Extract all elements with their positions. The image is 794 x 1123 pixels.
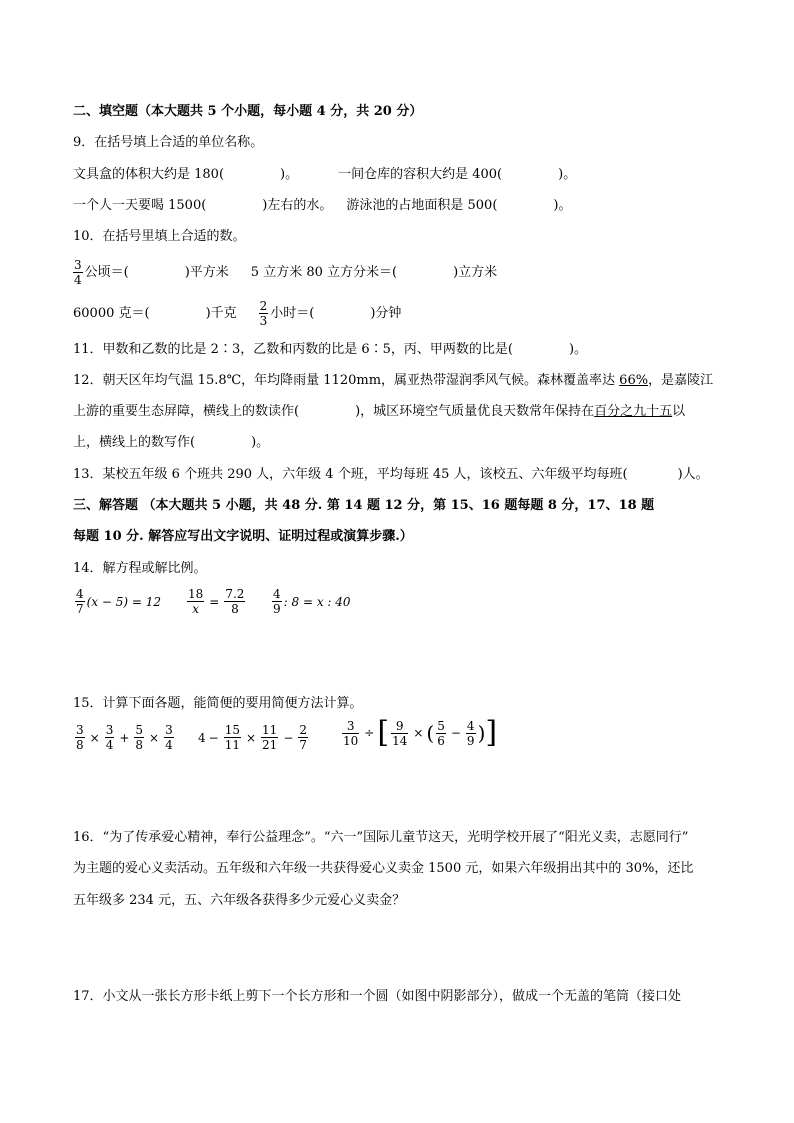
section-title-solve-cont: 每题 10 分. 解答应写出文字说明、证明过程或演算步骤.） [73, 529, 413, 544]
section-title-solve: 三、解答题 （本大题共 5 小题，共 48 分. 第 14 题 12 分，第 15、16 题每题 8 分，17、18 题 [73, 498, 655, 513]
q9-a1-end: )。 [280, 167, 299, 182]
q10-row1 [73, 258, 497, 287]
q10-a3-end: )千克 [205, 306, 237, 321]
q10-a2-end: )立方米 [453, 265, 498, 280]
q16-line1: 16．“为了传承爱心精神，奉行公益理念”。“六一”国际儿童节这天，光明学校开展了“阳光义卖，志愿同行” [73, 830, 689, 845]
q9-a3: 一个人一天要喝 1500( [73, 198, 207, 213]
fraction: $\frac{2}{3}$ [259, 299, 268, 328]
q9-a2-end: )。 [558, 167, 577, 182]
q12-l2a: 上游的重要生态屏障，横线上的数读作( [73, 404, 300, 419]
q12-l2c: 以 [672, 404, 686, 419]
fraction: $\frac{4}{9}$ [273, 587, 281, 616]
q12-l3b: )。 [251, 435, 270, 450]
q12-l1b: ，是嘉陵江 [648, 373, 714, 388]
q17-line1: 17．小文从一张长方形卡纸上剪下一个长方形和一个圆（如图中阴影部分），做成一个无盖的笔筒（接口处 [73, 989, 682, 1004]
q10-a1: 公顷＝( [84, 265, 129, 280]
q12-line3 [73, 434, 269, 452]
q11-end: )。 [568, 342, 588, 357]
q10-stem: 10．在括号里填上合适的数。 [73, 229, 246, 244]
q16-line2: 为主题的爱心义卖活动。五年级和六年级一共获得爱心义卖金 1500 元，如果六年级捐出其中的 30%，还比 [73, 861, 694, 876]
q15-expression-2: 4 − $\frac{15}{11}$ × $\frac{11}{21}$ − $\frac{2}{7}$ [198, 723, 308, 752]
q9-a2: 一间仓库的容积大约是 400( [338, 167, 503, 182]
q14-stem: 14．解方程或解比例。 [73, 561, 207, 576]
q9-a4-end: )。 [553, 198, 572, 213]
q9-stem: 9．在括号填上合适的单位名称。 [73, 135, 264, 150]
q15-stem: 15．计算下面各题，能简便的要用简便方法计算。 [73, 696, 363, 711]
q10-a1-end: )平方米 [184, 265, 229, 280]
q10-a2: 5 立方米 80 立方分米＝( [250, 265, 398, 280]
q12-line2 [73, 403, 685, 421]
fraction: $\frac{7.2}{8}$ [225, 587, 245, 616]
q13-line [73, 466, 709, 484]
q16-line3: 五年级多 234 元，五、六年级各获得多少元爱心义卖金？ [73, 893, 406, 908]
q13-text: 13．某校五年级 6 个班共 290 人，六年级 4 个班，平均每班 45 人，该校五、六年级平均每班( [73, 467, 628, 482]
q9-a4: 游泳池的占地面积是 500( [346, 198, 498, 213]
q13-end: )人。 [677, 467, 709, 482]
fraction: $\frac{4}{7}$ [76, 587, 84, 616]
q14-equation-3 [270, 587, 351, 616]
q10-a3: 60000 克＝( [73, 306, 150, 321]
q15-expression-1: $\frac{3}{8}$ × $\frac{3}{4}$ + $\frac{5}{8}$ × $\frac{3}{4}$ [76, 723, 173, 752]
q10-a4-end: )分钟 [370, 306, 402, 321]
underlined-number: 百分之九十五 [594, 404, 673, 419]
q14-equation-2: $\frac{18}{x}$ = $\frac{7.2}{8}$ [188, 587, 245, 616]
q12-l3a: 上，横线上的数写作( [73, 435, 196, 450]
q9-a3-end: )左右的水。 [262, 198, 333, 213]
equation-body: : 8 = x : 40 [283, 594, 351, 609]
section-title-fill-in: 二、填空题（本大题共 5 个小题，每小题 4 分，共 20 分） [73, 104, 423, 119]
q12-line1 [73, 372, 713, 390]
q10-row2 [73, 299, 401, 328]
q12-l2b: )，城区环境空气质量优良天数常年保持在 [355, 404, 595, 419]
q12-l1a: 12．朝天区年均气温 15.8℃，年均降雨量 1120mm，属亚热带湿润季风气候。森林覆盖率达 [73, 373, 620, 388]
q11-line [73, 341, 587, 359]
q11-text: 11．甲数和乙数的比是 2∶3，乙数和丙数的比是 6∶5，丙、甲两数的比是( [73, 342, 513, 357]
q9-a1: 文具盒的体积大约是 180( [73, 167, 225, 182]
q9-row2 [73, 197, 571, 215]
underlined-number: 66% [619, 373, 649, 388]
q15-expression-3: $\frac{3}{10}$ ÷ [ $\frac{9}{14}$ × ( $\frac{5}{6}$ − $\frac{4}{9}$ ) ] [343, 715, 498, 750]
fraction: $\frac{18}{x}$ [188, 587, 204, 616]
fraction: $\frac{3}{4}$ [74, 258, 82, 287]
q9-row1 [73, 166, 576, 184]
equation-body: (x − 5) = 12 [86, 594, 162, 609]
q10-a4: 小时＝( [270, 306, 315, 321]
q14-equation-1 [73, 587, 161, 616]
